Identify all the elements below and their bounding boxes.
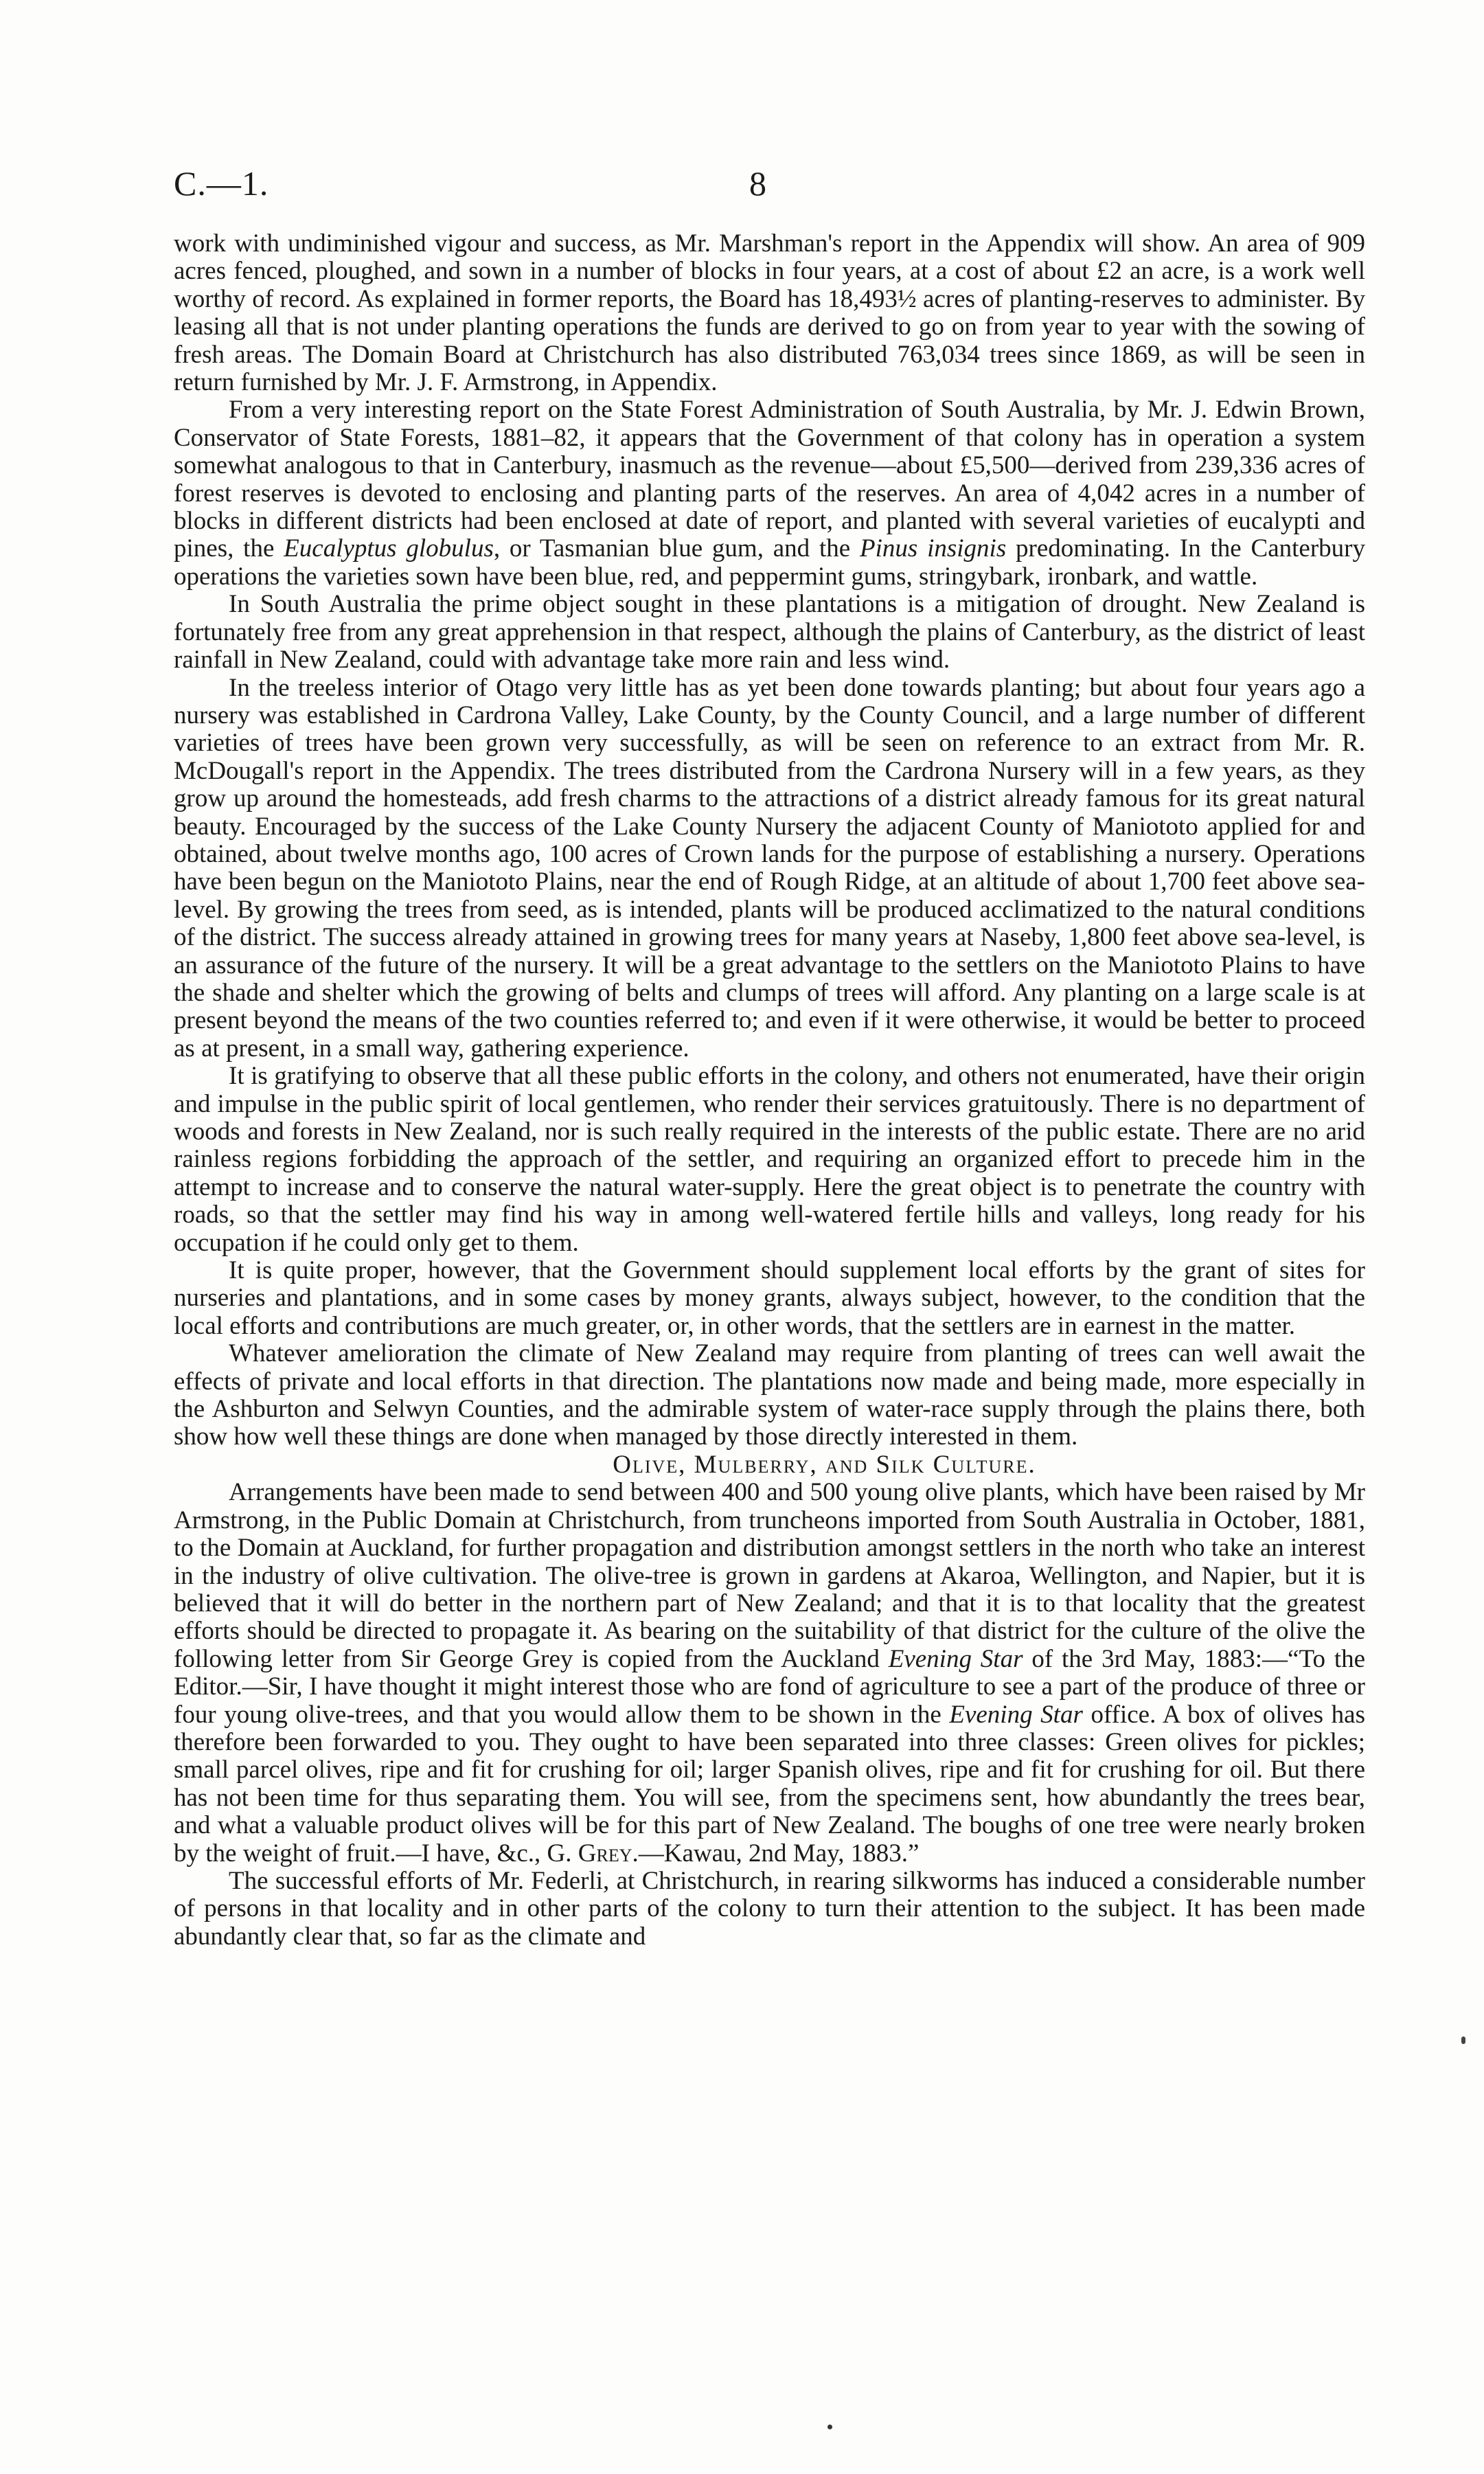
paragraph-text: It is quite proper, however, that the Government should supplement local efforts by the grant of sites for nurseries and plantations, and in some cases by money grants, always subject, however, to the condition that the local efforts and contributions are much greater, or, in other words, that the settlers are in earnest in the matter. [174, 1256, 1365, 1340]
paragraph-text: In South Australia the prime object sought in these plantations is a mitigation of drought. New Zealand is fortunately free from any great apprehension in that respect, although the plains of Canterbury, as the district of least rainfall in New Zealand, could with advantage take more rain and less wind. [174, 590, 1365, 674]
paragraph [174, 591, 1365, 674]
species-name: Eucalyptus globulus [284, 534, 494, 563]
paragraph-text: of the 3rd May, 1883:—“To the Editor.—Sir, I have thought it might interest those who are fond of agriculture to see a part of the produce of three or four young olive-trees, and that you would allow them to be shown in the [174, 1644, 1366, 1729]
paragraph [174, 674, 1365, 1063]
paragraph-text: It is gratifying to observe that all these public efforts in the colony, and others not enumerated, have their origin and impulse in the public spirit of local gentlemen, who render their services gratuitously. There is no department of woods and forests in New Zealand, nor is such really required in the interests of the public estate. There are no arid rainless regions forbidding the approach of the settler, and requiring an organized effort to precede him in the attempt to increase and to conserve the natural water-supply. Here the great object is to penetrate the country with roads, so that the settler may find his way in among well-watered fertile hills and valleys, long ready for his occupation if he could only get to them. [174, 1062, 1365, 1257]
section-heading-text: Olive, Mulberry, and Silk Culture. [613, 1450, 1036, 1479]
newspaper-name: Evening Star [949, 1700, 1083, 1729]
signature-name: Grey [578, 1839, 632, 1868]
paragraph-text: In the treeless interior of Otago very little has as yet been done towards planting; but about four years ago a nursery was established in Cardrona Valley, Lake County, by the County Council, and a large number of different varieties of trees have been grown very successfully, as will be seen on reference to an extract from Mr. R. McDougall's report in the Appendix. The trees distributed from the Cardrona Nursery will in a few years, as they grow up around the homesteads, add fresh charms to the attractions of a district already famous for its great natural beauty. Encouraged by the success of the Lake County Nursery the adjacent County of Maniototo applied for and obtained, about twelve months ago, 100 acres of Crown lands for the purpose of establishing a nursery. Operations have been begun on the Maniototo Plains, near the end of Rough Ridge, at an altitude of about 1,700 feet above sea-level. By growing the trees from seed, as is intended, plants will be produced acclimatized to the natural conditions of the district. The success already attained in growing trees for many years at Naseby, 1,800 feet above sea-level, is an assurance of the future of the nursery. It will be a great advantage to the settlers on the Maniototo Plains to have the shade and shelter which the growing of belts and clumps of trees will afford. Any planting on a large scale is at present beyond the means of the two counties referred to; and even if it were otherwise, it would be better to proceed as at present, in a small way, gathering experience. [174, 673, 1365, 1063]
paragraph-text: Arrangements have been made to send between 400 and 500 young olive plants, which have been raised by Mr Armstrong, in the Public Domain at Christchurch, from truncheons imported from South Australia in October, 1881, to the Domain at Auckland, for further propagation and distribution amongst settlers in the north who take an interest in the industry of olive cultivation. The olive-tree is grown in gardens at Akaroa, Wellington, and Napier, but it is believed that it will do better in the northern part of New Zealand; and that it is to that locality that the greatest efforts should be directed to propagate it. As bearing on the suitability of that district for the culture of the olive the following letter from Sir George Grey is copied from the Auckland [174, 1478, 1365, 1673]
paragraph [174, 1479, 1365, 1868]
page-header [174, 163, 1365, 212]
document-body [174, 230, 1365, 1951]
paragraph [174, 230, 1365, 396]
ink-dot [827, 2425, 832, 2429]
report-reference: C.—1. [174, 164, 269, 203]
paragraph-text: office. A box of olives has therefore been forwarded to you. They ought to have been separated into three classes: Green olives for pickles; small parcel olives, ripe and fit for crushing for oil; larger Spanish olives, ripe and fit for crushing for oil. But there has not been time for thus separating them. You will see, from the specimens sent, how abundantly the trees bear, and what a valuable product olives will be for this part of New Zealand. The boughs of one tree were nearly broken by the weight of fruit.—I have, &c., G. [174, 1700, 1365, 1868]
page-number: 8 [749, 164, 766, 203]
paragraph-text: Whatever amelioration the climate of New Zealand may require from planting of trees can well await the effects of private and local efforts in that direction. The plantations now made and being made, more especially in the Ashburton and Selwyn Counties, and the admirable system of water-race supply through the plains there, both show how well these things are done when managed by those directly interested in them. [174, 1339, 1365, 1451]
species-name: Pinus insignis [860, 534, 1007, 563]
paragraph [174, 396, 1365, 591]
paragraph-text: work with undiminished vigour and success, as Mr. Marshman's report in the Appendix will show. An area of 909 acres fenced, ploughed, and sown in a number of blocks in four years, at a cost of about £2 an acre, is a work well worthy of record. As explained in former reports, the Board has 18,493½ acres of planting-reserves to administer. By leasing all that is not under planting operations the funds are derived to go on from year to year with the sowing of fresh areas. The Domain Board at Christchurch has also distributed 763,034 trees since 1869, as will be seen in return furnished by Mr. J. F. Armstrong, in Appendix. [174, 229, 1365, 397]
paragraph [174, 1868, 1365, 1951]
margin-mark [1461, 2036, 1465, 2044]
newspaper-name: Evening Star [888, 1644, 1023, 1673]
paragraph-text: From a very interesting report on the State Forest Administration of South Australia, by Mr. J. Edwin Brown, Conservator of State Forests, 1881–82, it appears that the Government of that colony has in operation a system somewhat analogous to that in Canterbury, inasmuch as the revenue—about £5,500—derived from 239,336 acres of forest reserves is devoted to enclosing and planting parts of the reserves. An area of 4,042 acres in a number of blocks in different districts had been enclosed at date of report, and planted with several varieties of eucalypti and pines, the [174, 396, 1365, 563]
section-heading [174, 1451, 1365, 1479]
paragraph [174, 1063, 1365, 1257]
paragraph [174, 1257, 1365, 1340]
paragraph-text: predominating. In the Canterbury operations the varieties sown have been blue, red, and peppermint gums, stringybark, ironbark, and wattle. [174, 534, 1365, 591]
paragraph-text: , or Tasmanian blue gum, and the [493, 534, 860, 563]
paragraph-text: The successful efforts of Mr. Federli, at Christchurch, in rearing silkworms has induced a considerable number of persons in that locality and in other parts of the colony to turn their attention to the subject. It has been made abundantly clear that, so far as the climate and [174, 1866, 1365, 1951]
paragraph-text: .—Kawau, 2nd May, 1883.” [632, 1839, 920, 1868]
paragraph [174, 1340, 1365, 1451]
